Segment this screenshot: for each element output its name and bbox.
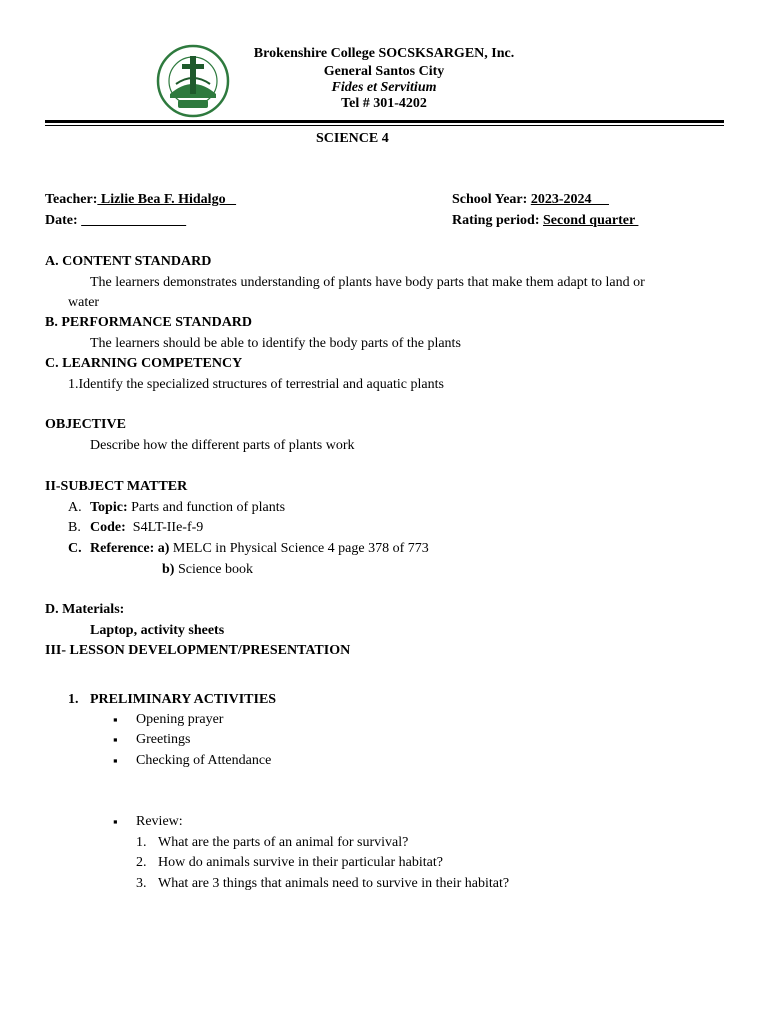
code-label: Code: (90, 520, 126, 535)
list-item: ▪ Checking of Attendance (136, 753, 271, 769)
review-question: What are the parts of an animal for survival? (158, 835, 409, 850)
teacher-value: Lizlie Bea F. Hidalgo (97, 192, 237, 207)
teacher-label: Teacher: (45, 192, 98, 207)
review-number: 2. (136, 855, 147, 870)
topic-line (90, 500, 285, 516)
header-divider-thin (45, 125, 724, 126)
rating-period-line (452, 213, 638, 229)
lesson-development-heading: III- LESSON DEVELOPMENT/PRESENTATION (45, 643, 351, 658)
date-value (81, 213, 186, 228)
reference-line-2 (162, 562, 253, 578)
reference-b-label: b) (162, 562, 175, 577)
header-divider-thick (45, 120, 724, 123)
college-seal-logo (156, 44, 230, 118)
rating-value: Second quarter (543, 213, 639, 228)
reference-label: Reference: a) (90, 541, 170, 556)
review-number: 1. (136, 835, 147, 850)
content-standard-text-1: The learners demonstrates understanding of plants have body parts that make them adapt to land or (90, 275, 645, 290)
reference-value: MELC in Physical Science 4 page 378 of 773 (169, 541, 429, 556)
code-line (90, 520, 203, 536)
school-year-value: 2023-2024 (530, 192, 609, 207)
reference-line (90, 541, 429, 557)
institution-name: Brokenshire College SOCSKSARGEN, Inc. (253, 46, 515, 61)
date-line (45, 213, 186, 229)
reference-b-value: Science book (174, 562, 253, 577)
subject-matter-heading: II-SUBJECT MATTER (45, 479, 188, 494)
topic-marker: A. (68, 500, 82, 515)
objective-text: Describe how the different parts of plants work (90, 438, 355, 453)
code-value: S4LT-IIe-f-9 (125, 520, 204, 535)
learning-competency-text: 1.Identify the specialized structures of terrestrial and aquatic plants (68, 377, 444, 392)
school-year-label: School Year: (452, 192, 528, 207)
learning-competency-heading: C. LEARNING COMPETENCY (45, 356, 243, 371)
performance-standard-heading: B. PERFORMANCE STANDARD (45, 315, 253, 330)
materials-text: Laptop, activity sheets (90, 623, 225, 638)
institution-city: General Santos City (323, 64, 445, 79)
preliminary-marker: 1. (68, 692, 79, 707)
subject-title: SCIENCE 4 (316, 131, 389, 146)
review-label: ▪ Review: (136, 814, 183, 830)
content-standard-heading: A. CONTENT STANDARD (45, 254, 212, 269)
list-item: ▪ Opening prayer (136, 712, 223, 728)
institution-motto: Fides et Servitium (331, 80, 437, 95)
performance-standard-text: The learners should be able to identify the body parts of the plants (90, 336, 461, 351)
content-standard-text-2: water (68, 295, 100, 310)
list-item: ▪ Greetings (136, 732, 190, 748)
code-marker: B. (68, 520, 81, 535)
institution-tel: Tel # 301-4202 (341, 96, 427, 111)
objective-heading: OBJECTIVE (45, 417, 126, 432)
review-question: What are 3 things that animals need to survive in their habitat? (158, 876, 510, 891)
materials-heading: D. Materials: (45, 602, 125, 617)
review-question: How do animals survive in their particular habitat? (158, 855, 443, 870)
topic-label: Topic: (90, 500, 128, 515)
review-number: 3. (136, 876, 147, 891)
preliminary-heading: PRELIMINARY ACTIVITIES (90, 692, 277, 707)
topic-value: Parts and function of plants (127, 500, 286, 515)
rating-label: Rating period: (452, 213, 540, 228)
date-label: Date: (45, 213, 78, 228)
school-year-line (452, 192, 609, 208)
teacher-line (45, 192, 236, 208)
reference-marker: C. (68, 541, 82, 556)
